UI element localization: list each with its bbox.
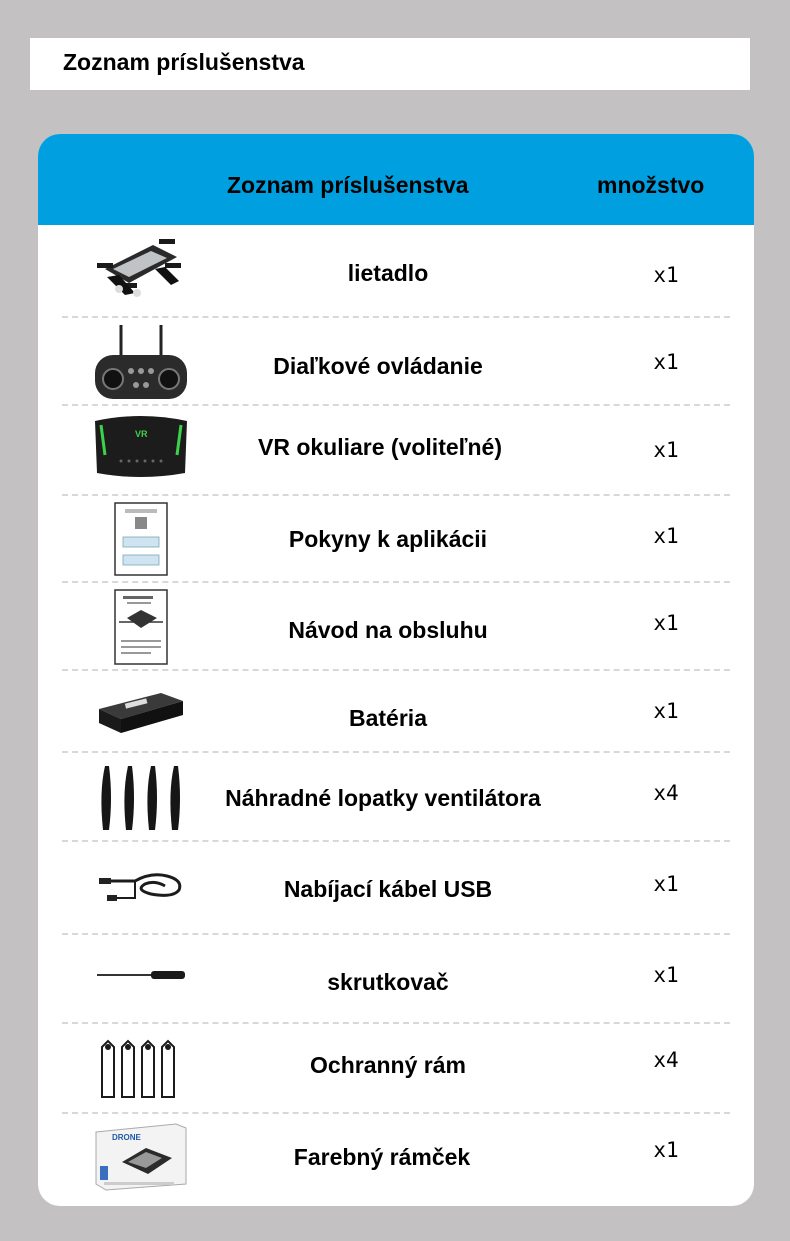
item-label: Farebný rámček xyxy=(293,1144,471,1170)
usb-cable-icon xyxy=(86,856,196,916)
app-guide-icon xyxy=(86,500,196,578)
table-row xyxy=(38,842,754,935)
svg-text:VR: VR xyxy=(135,429,148,439)
table-row xyxy=(38,406,754,496)
table-row xyxy=(38,318,754,406)
table-row xyxy=(38,583,754,671)
title-bar xyxy=(30,38,750,90)
table-row xyxy=(38,496,754,583)
table-row xyxy=(38,935,754,1024)
item-label: Diaľkové ovládanie xyxy=(273,353,483,379)
remote-controller-icon xyxy=(86,322,196,404)
item-quantity: x1 xyxy=(653,350,679,374)
item-label: Ochranný rám xyxy=(310,1052,466,1078)
color-box-icon xyxy=(86,1120,196,1194)
item-quantity: x1 xyxy=(653,1138,679,1162)
column-header-item: Zoznam príslušenstva xyxy=(227,172,469,198)
item-quantity: x4 xyxy=(653,781,679,805)
item-label: lietadlo xyxy=(347,260,429,286)
item-quantity: x1 xyxy=(653,611,679,635)
item-label: Nabíjací kábel USB xyxy=(283,876,493,902)
item-label: Batéria xyxy=(349,705,427,731)
item-label: Návod na obsluhu xyxy=(288,617,488,643)
item-quantity: x1 xyxy=(653,524,679,548)
item-quantity: x4 xyxy=(653,1048,679,1072)
table-row xyxy=(38,671,754,753)
table-row xyxy=(38,753,754,842)
screwdriver-icon xyxy=(86,955,196,995)
protective-frame-icon xyxy=(86,1034,196,1104)
item-label: Pokyny k aplikácii xyxy=(288,526,488,552)
vr-glasses-icon xyxy=(86,410,196,482)
item-quantity: x1 xyxy=(653,872,679,896)
battery-icon xyxy=(86,681,196,743)
column-header-quantity: množstvo xyxy=(597,172,705,198)
item-quantity: x1 xyxy=(653,699,679,723)
item-quantity: x1 xyxy=(653,263,679,287)
item-quantity: x1 xyxy=(653,438,679,462)
drone-icon xyxy=(86,231,196,313)
table-row xyxy=(38,1024,754,1114)
page-title: Zoznam príslušenstva xyxy=(63,49,305,75)
table-header xyxy=(38,134,754,225)
item-label: VR okuliare (voliteľné) xyxy=(257,434,503,460)
item-label: skrutkovač xyxy=(327,969,449,995)
manual-icon xyxy=(86,587,196,667)
accessories-table xyxy=(38,134,754,1206)
item-label: Náhradné lopatky ventilátora xyxy=(225,785,541,811)
table-row xyxy=(38,1114,754,1206)
box-brand-text: DRONE xyxy=(112,1133,141,1142)
table-row xyxy=(38,225,754,318)
item-quantity: x1 xyxy=(653,963,679,987)
